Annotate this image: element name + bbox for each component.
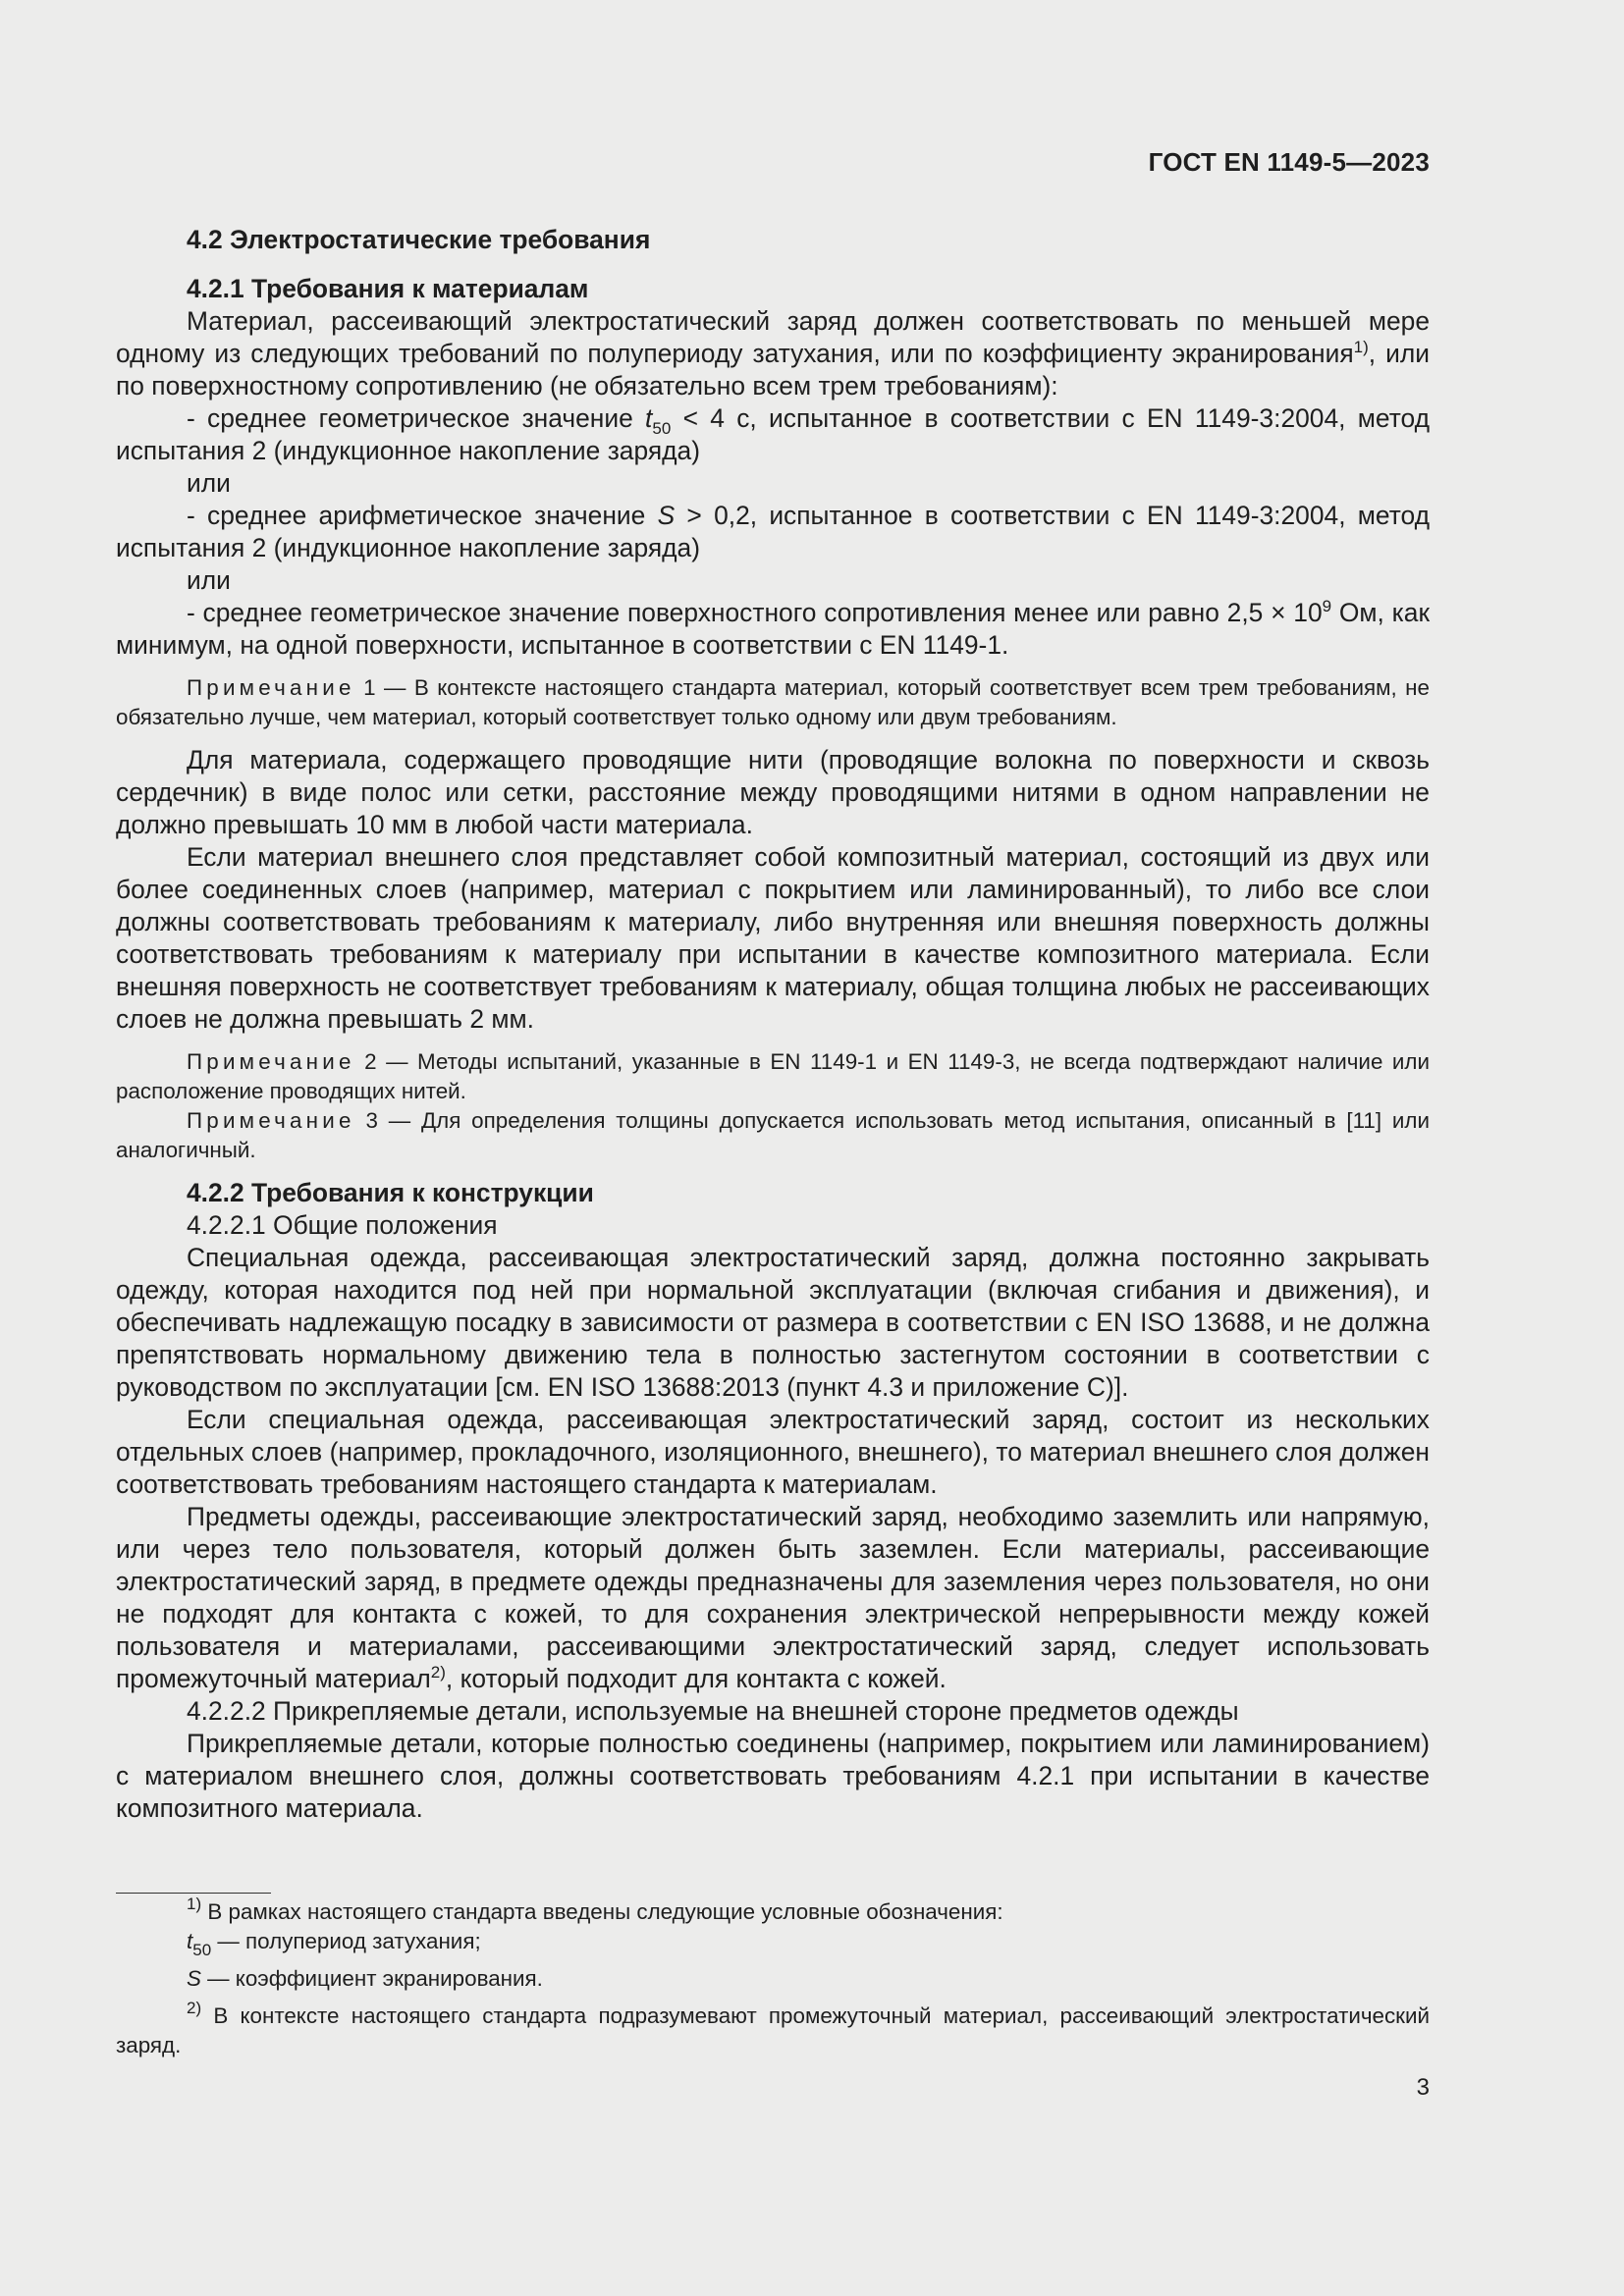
section-4-2-2-2-title: 4.2.2.2 Прикрепляемые детали, используемые на внешней стороне предметов одежды bbox=[187, 1696, 1239, 1726]
section-4-2-2-1-title: 4.2.2.1 Общие положения bbox=[187, 1210, 498, 1240]
footnote-1-s: S — коэффициент экранирования. bbox=[187, 1966, 543, 1991]
page-number: 3 bbox=[1416, 2074, 1430, 2101]
or-connector: или bbox=[187, 565, 231, 595]
footnote-1: $^{1)}$ В рамках настоящего стандарта введены следующие условные обозначения: bbox=[187, 1895, 1003, 1924]
footnote-1-t50: $t_{50}$ — полупериод затухания; bbox=[187, 1929, 481, 1959]
note-1: Примечание 1 — В контексте настоящего стандарта материал, который соответствует всем трем требованиям, не обязательно лучше, чем материал, который соответствует только одному или двум требованиям. bbox=[116, 675, 1430, 729]
bullet-item: - среднее геометрическое значение $t_{50} < 4$ с, испытанное в соответствии с EN 1149-3:2004, метод испытания 2 (индукционное накопление заряда) bbox=[116, 403, 1430, 465]
bullet-item: - среднее арифметическое значение S > 0,2, испытанное в соответствии с EN 1149-3:2004, метод испытания 2 (индукционное накопление заряда) bbox=[116, 501, 1430, 562]
section-4-2-title: 4.2 Электростатические требования bbox=[187, 225, 651, 254]
section-4-2-2-title: 4.2.2 Требования к конструкции bbox=[187, 1178, 594, 1207]
note-2: Примечание 2 — Методы испытаний, указанные в EN 1149-1 и EN 1149-3, не всегда подтверждают наличие или расположение проводящих нитей. bbox=[116, 1049, 1430, 1103]
bullet-item: - среднее геометрическое значение поверхностного сопротивления менее или равно $2,5 \times 10^9$ Ом, как минимум, на одной поверхности, испытанное в соответствии с EN 1149-1. bbox=[116, 597, 1430, 660]
paragraph: Для материала, содержащего проводящие нити (проводящие волокна по поверхности и сквозь сердечник) в виде полос или сетки, расстояние между проводящими нитями в одном направлении не должно превышать 10 мм в любой части материала. bbox=[116, 745, 1430, 839]
or-connector: или bbox=[187, 468, 231, 498]
paragraph: Если материал внешнего слоя представляет собой композитный материал, состоящий из двух или более соединенных слоев (например, материал с покрытием или ламинированный), то либо все слои должны соответствовать требованиям к материалу, либо внутренняя или внешняя поверхность должны соответствовать требованиям к материалу при испытании в качестве композитного материала. Если внешняя поверхность не соответствует требованиям к материалу, общая толщина любых не рассеивающих слоев не должна превышать 2 мм. bbox=[116, 842, 1430, 1034]
note-3: Примечание 3 — Для определения толщины допускается использовать метод испытания, описанный в [11] или аналогичный. bbox=[116, 1108, 1430, 1162]
paragraph: Материал, рассеивающий электростатический заряд должен соответствовать по меньшей мере одному из следующих требований по полупериоду затухания, или по коэффициенту экранирования$^{1)}$, или по поверхностному сопротивлению (не обязательно всем трем требованиям): bbox=[116, 306, 1431, 400]
paragraph: Если специальная одежда, рассеивающая электростатический заряд, состоит из нескольких отдельных слоев (например, прокладочного, изоляционного, внешнего), то материал внешнего слоя должен соответствовать требованиям настоящего стандарта к материалам. bbox=[116, 1405, 1430, 1499]
footnote-ref[interactable]: 2) bbox=[430, 1663, 446, 1682]
document-header: ГОСТ EN 1149-5—2023 bbox=[1148, 147, 1430, 177]
main-content bbox=[116, 224, 1430, 1825]
footnote-ref[interactable]: 1) bbox=[1353, 338, 1369, 356]
footnotes bbox=[116, 1897, 1430, 2060]
paragraph: Прикрепляемые детали, которые полностью соединены (например, покрытием или ламинированием) с материалом внешнего слоя, должны соответствовать требованиям 4.2.1 при испытании в качестве композитного материала. bbox=[116, 1729, 1430, 1823]
paragraph: Специальная одежда, рассеивающая электростатический заряд, должна постоянно закрывать одежду, которая находится под ней при нормальной эксплуатации (включая сгибания и движения), и обеспечивать надлежащую посадку в зависимости от размера в соответствии с EN ISO 13688, и не должна препятствовать нормальному движению тела в полностью застегнутом состоянии в соответствии с руководством по эксплуатации [см. EN ISO 13688:2013 (пункт 4.3 и приложение С)]. bbox=[116, 1243, 1430, 1402]
paragraph: Предметы одежды, рассеивающие электростатический заряд, необходимо заземлить или напрямую, или через тело пользователя, который должен быть заземлен. Если материалы, рассеивающие электростатический заряд, в предмете одежды предназначены для заземления через пользователя, но они не подходят для контакта с кожей, то для сохранения электрической непрерывности между кожей пользователя и материалами, рассеивающими электростатический заряд, следует использовать промежуточный материал$^{2)}$, который подходит для контакта с кожей. bbox=[116, 1502, 1430, 1693]
footnote-separator bbox=[116, 1893, 271, 1894]
section-4-2-1-title: 4.2.1 Требования к материалам bbox=[187, 274, 589, 303]
footnote-2: $^{2)}$ В контексте настоящего стандарта подразумевают промежуточный материал, рассеивающий электростатический заряд. bbox=[116, 1999, 1430, 2057]
